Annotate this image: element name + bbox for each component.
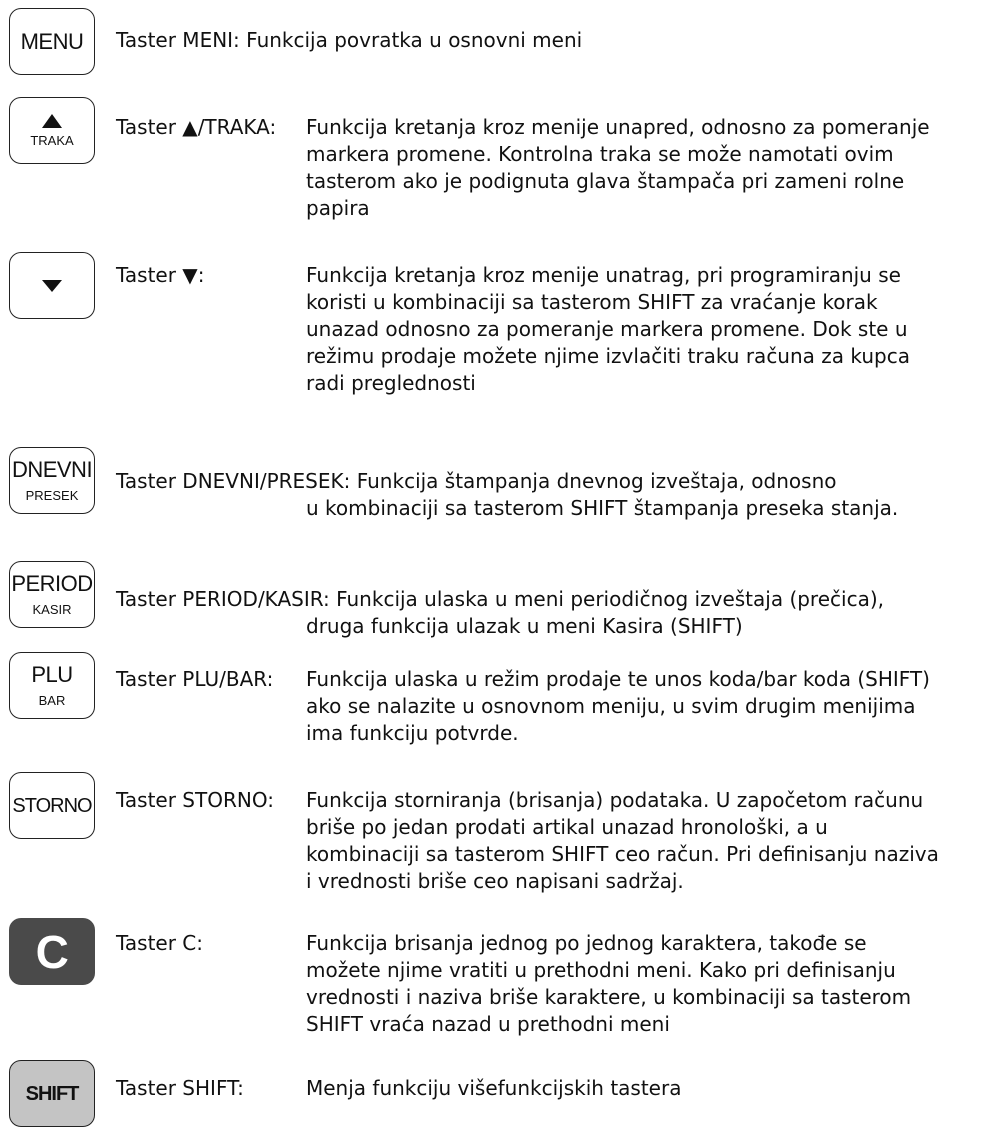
traka-line: tasterom ako je podignuta glava štampača pri zameni rolne [306, 169, 905, 193]
c-line: Funkcija brisanja jednog po jednog karaktera, takođe se [306, 931, 867, 955]
shift-key-label: SHIFT [25, 1082, 79, 1105]
bar-key-label: BAR [38, 693, 66, 708]
period-description-line1: Taster PERIOD/KASIR: Funkcija ulaska u meni periodičnog izveštaja (prečica), [116, 587, 884, 611]
c-line: vrednosti i naziva briše karaktere, u kombinaciji sa tasterom [306, 985, 912, 1009]
plu-line: ima funkciju potvrde. [306, 721, 519, 745]
storno-description [306, 787, 939, 895]
storno-line: i vrednosti briše ceo napisani sadržaj. [306, 869, 684, 893]
menu-key [9, 8, 95, 75]
period-key-label: PERIOD [11, 571, 93, 596]
period-kasir-key [9, 561, 95, 628]
plu-description [306, 666, 930, 747]
menu-description: Taster MENI: Funkcija povratka u osnovni meni [116, 28, 583, 52]
down-key [9, 252, 95, 319]
traka-label: Taster ▲/TRAKA: [116, 115, 277, 139]
dnevni-key-label: DNEVNI [11, 457, 93, 482]
traka-key-label: TRAKA [30, 133, 74, 148]
down-description [306, 262, 910, 397]
dnevni-presek-key [9, 447, 95, 514]
storno-label: Taster STORNO: [116, 788, 274, 812]
shift-key [9, 1060, 95, 1127]
plu-line: Funkcija ulaska u režim prodaje te unos koda/bar koda (SHIFT) [306, 667, 930, 691]
up-traka-key [9, 97, 95, 164]
down-line: radi preglednosti [306, 371, 476, 395]
c-description [306, 930, 911, 1038]
c-key-label: C [35, 925, 69, 978]
kasir-key-label: KASIR [32, 602, 72, 617]
c-line: možete njime vratiti u prethodni meni. Kako pri definisanju [306, 958, 896, 982]
c-key [9, 918, 95, 985]
storno-line: Funkcija storniranja (brisanja) podataka. U započetom računu [306, 788, 924, 812]
plu-bar-key [9, 652, 95, 719]
shift-label: Taster SHIFT: [116, 1076, 244, 1100]
c-label: Taster C: [116, 931, 204, 955]
shift-line: Menja funkciju višefunkcijskih tastera [306, 1076, 682, 1100]
c-line: SHIFT vraća nazad u prethodni meni [306, 1012, 670, 1036]
traka-description [306, 114, 930, 222]
storno-line: kombinaciji sa tasterom SHIFT ceo račun. Pri definisanju naziva [306, 842, 939, 866]
down-line: koristi u kombinaciji sa tasterom SHIFT za vraćanje korak [306, 290, 878, 314]
storno-line: briše po jedan prodati artikal unazad hronološki, a u [306, 815, 828, 839]
period-description-line2: druga funkcija ulazak u meni Kasira (SHIFT) [306, 614, 743, 638]
down-label: Taster ▼: [116, 263, 205, 287]
dnevni-description-line1: Taster DNEVNI/PRESEK: Funkcija štampanja dnevnog izveštaja, odnosno [116, 469, 837, 493]
down-arrow-icon [42, 280, 62, 292]
storno-key [9, 772, 95, 839]
down-line: režimu prodaje možete njime izvlačiti traku računa za kupca [306, 344, 910, 368]
traka-line: markera promene. Kontrolna traka se može namotati ovim [306, 142, 894, 166]
menu-key-label: MENU [20, 28, 84, 54]
shift-description [306, 1075, 681, 1102]
plu-line: ako se nalazite u osnovnom meniju, u svim drugim menijima [306, 694, 916, 718]
storno-key-label: STORNO [12, 794, 92, 817]
plu-key-label: PLU [31, 662, 73, 687]
down-line: unazad odnosno za pomeranje markera promene. Dok ste u [306, 317, 908, 341]
presek-key-label: PRESEK [25, 488, 79, 503]
traka-line: papira [306, 196, 370, 220]
dnevni-description-line2: u kombinaciji sa tasterom SHIFT štampanja preseka stanja. [306, 496, 899, 520]
traka-line: Funkcija kretanja kroz menije unapred, odnosno za pomeranje [306, 115, 930, 139]
up-arrow-icon [42, 114, 62, 128]
plu-label: Taster PLU/BAR: [116, 667, 274, 691]
down-line: Funkcija kretanja kroz menije unatrag, pri programiranju se [306, 263, 901, 287]
